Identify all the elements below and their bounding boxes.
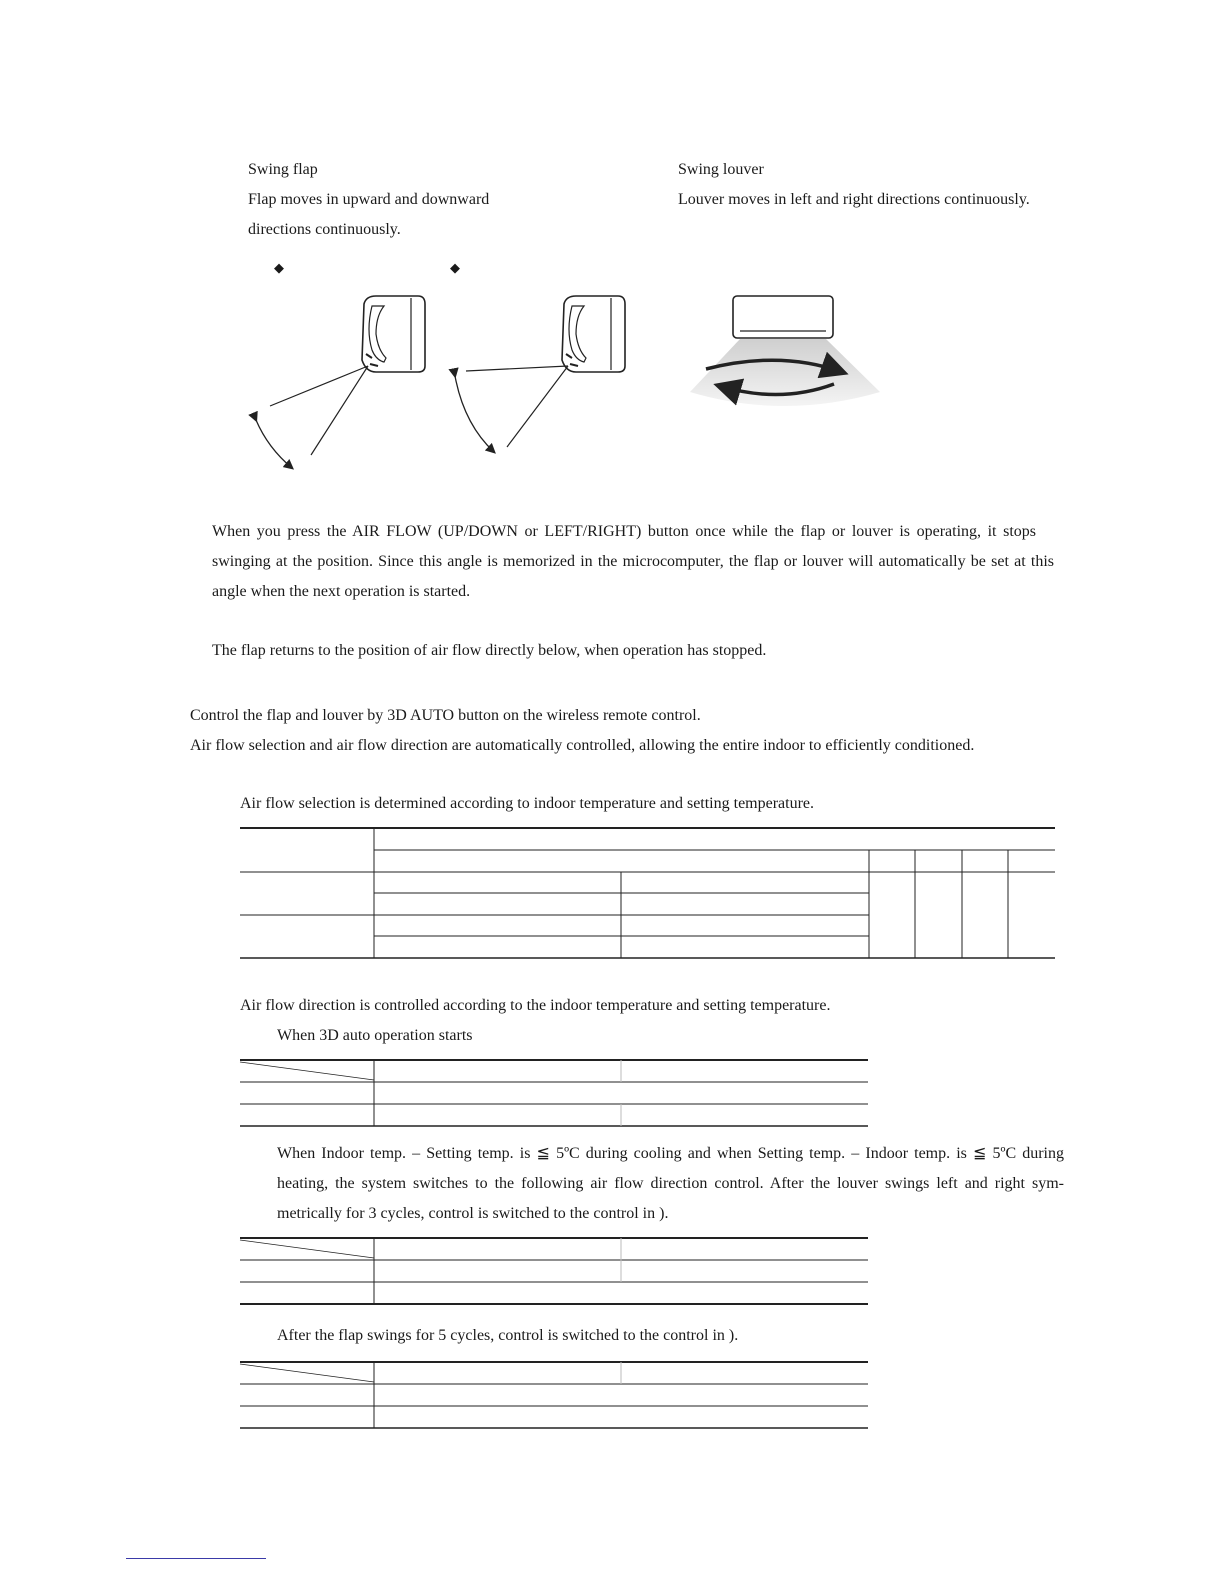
indoor-unit-side-icon <box>362 296 425 372</box>
footer-rule <box>126 1558 266 1559</box>
flap-range-line <box>311 366 368 455</box>
indoor-unit-side-icon <box>562 296 625 372</box>
auto3d-line2: Air flow selection and air flow direction are automatically controlled, allowing the entire indoor to efficiently conditioned. <box>190 737 975 754</box>
switch-line3: metrically for 3 cycles, control is switched to the control in ). <box>277 1205 669 1222</box>
swing-arc-arrow-icon <box>455 376 494 452</box>
direction-note: Air flow direction is controlled according to the indoor temperature and setting temperature. <box>240 997 831 1014</box>
swing-flap-desc-line1: Flap moves in upward and downward <box>248 191 490 208</box>
selection-note: Air flow selection is determined according to indoor temperature and setting temperature. <box>240 795 815 812</box>
stop-note: The flap returns to the position of air flow directly below, when operation has stopped. <box>212 642 767 659</box>
swing-flap-heading: Swing flap <box>248 161 318 178</box>
memo-line2: swinging at the position. Since this angle is memorized in the microcomputer, the flap or louver will automatically be set at this <box>212 553 1054 570</box>
bullet-diamond-icon: ◆ <box>274 260 284 275</box>
flap-range-line <box>507 366 568 447</box>
start-note: When 3D auto operation starts <box>277 1027 473 1044</box>
auto3d-line1: Control the flap and louver by 3D AUTO button on the wireless remote control. <box>190 707 701 724</box>
memo-line1: When you press the AIR FLOW (UP/DOWN or LEFT/RIGHT) button once while the flap or louver is operating, it stops <box>212 523 1036 540</box>
indoor-unit-front-icon <box>733 296 833 338</box>
flap-note: After the flap swings for 5 cycles, control is switched to the control in ). <box>277 1327 739 1344</box>
swing-flap-desc-line2: directions continuously. <box>248 221 401 238</box>
flap-range-line <box>466 366 568 371</box>
swing-louver-heading: Swing louver <box>678 161 764 178</box>
swing-arc-arrow-icon <box>256 420 292 468</box>
switch-line2: heating, the system switches to the following air flow direction control. After the louver swings left and right sym- <box>277 1175 1064 1192</box>
bullet-diamond-icon: ◆ <box>450 260 460 275</box>
swing-louver-desc: Louver moves in left and right directions continuously. <box>678 191 1030 208</box>
swing-illustrations <box>0 0 1224 500</box>
flap-range-line <box>270 366 368 406</box>
memo-line3: angle when the next operation is started. <box>212 583 471 600</box>
switch-line1: When Indoor temp. – Setting temp. is ≦ 5ºC during cooling and when Setting temp. – Indoor temp. is ≦ 5ºC during <box>277 1145 1064 1162</box>
